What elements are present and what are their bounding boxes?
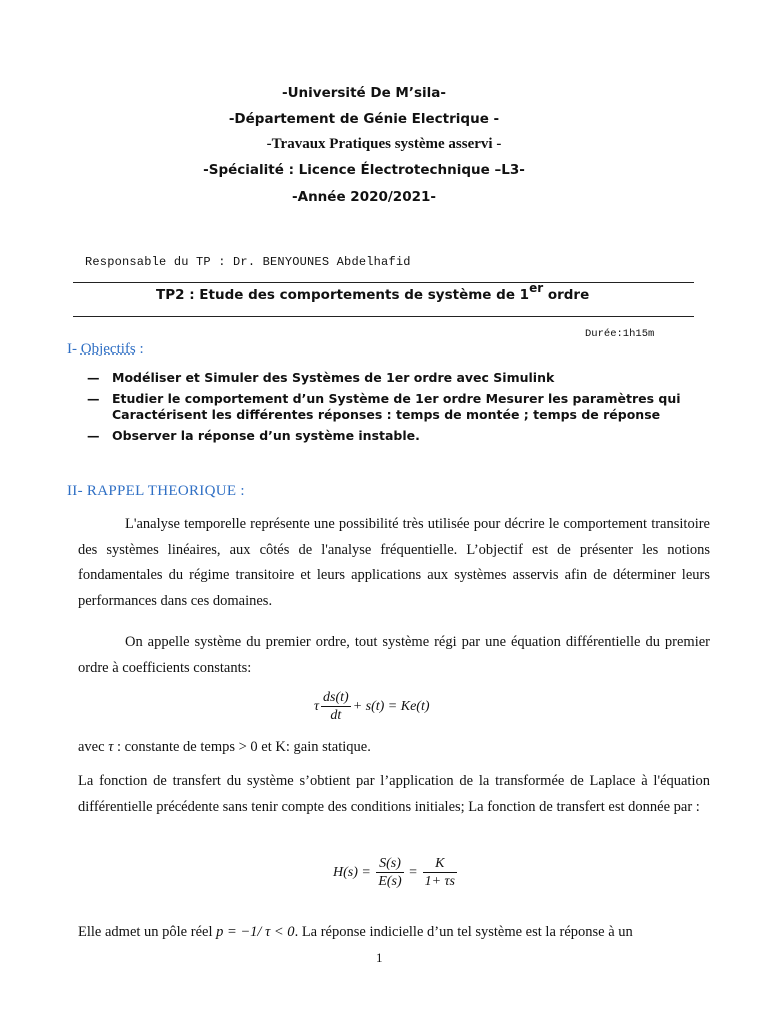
- list-item-text: Etudier le comportement d’un Système de 1er ordre Mesurer les paramètres qui Caractérisent les différentes réponses : temps de montée ; temps de réponse: [112, 390, 681, 422]
- list-item: [87, 370, 687, 387]
- paragraph-analyse: L'analyse temporelle représente une possibilité très utilisée pour décrire le comportement transitoire des systèmes linéaires, aux côtés de l'analyse fréquentielle. L’objectif est de présenter les notions fondamentales du régime transitoire et leurs applications aux systèmes asservis afin de déterminer leurs performances dans ces domaines.: [78, 516, 710, 610]
- objectifs-heading-word: Objectifs: [80, 341, 136, 357]
- list-item-text: Observer la réponse d’un système instable.: [112, 427, 420, 443]
- pole-math: p = −1/ τ < 0: [216, 924, 295, 940]
- paragraph-pole: [78, 920, 710, 946]
- avec-prefix: avec: [78, 739, 109, 755]
- list-item-text: Modéliser et Simuler des Systèmes de 1er ordre avec Simulink: [112, 370, 555, 385]
- header-specialite: -Spécialité : Licence Électrotechnique –L3-: [203, 162, 525, 178]
- eq1-fraction: [321, 690, 351, 724]
- divider-top: [73, 282, 694, 283]
- avec-suffix: : constante de temps > 0 et K: gain statique.: [113, 739, 371, 755]
- pole-suffix: . La réponse indicielle d’un tel système est la réponse à un: [294, 924, 633, 940]
- eq1-tau: τ: [314, 699, 320, 715]
- tp-title-text: TP2 : Etude des comportements de système de 1: [156, 287, 530, 303]
- eq1-rest: + s(t) = Ke(t): [352, 699, 430, 715]
- eq2-lhs: H(s) =: [333, 865, 371, 881]
- divider-bottom: [73, 316, 694, 317]
- header-tp-title: -Travaux Pratiques système asservi -: [266, 136, 502, 152]
- dash-bullet: —: [87, 390, 100, 406]
- tp-title-end: ordre: [543, 287, 590, 303]
- paragraph-avec: [78, 735, 710, 761]
- eq2-numerator-2: K: [423, 856, 457, 873]
- pole-prefix: Elle admet un pôle réel: [78, 924, 217, 940]
- eq2-fraction-1: [376, 856, 403, 890]
- header-annee: -Année 2020/2021-: [292, 189, 436, 205]
- paragraph-transfert: La fonction de transfert du système s’obtient par l’application de la transformée de Laplace à l'équation différentielle précédente sans tenir compte des conditions initiales; La fonction de transfert est donnée par :: [78, 773, 710, 815]
- tp-title: [156, 280, 590, 303]
- eq2-equals: =: [409, 865, 418, 881]
- objectifs-heading-prefix: I-: [67, 341, 81, 357]
- equation-differential: [314, 690, 430, 724]
- paragraph-definition: On appelle système du premier ordre, tout système régi par une équation différentielle du premier ordre à coefficients constants:: [78, 634, 710, 676]
- eq2-denominator-2: 1+ τs: [424, 874, 455, 889]
- eq1-numerator: ds(t): [323, 690, 349, 705]
- list-item: [87, 391, 687, 424]
- objectifs-list: [87, 370, 687, 448]
- section-rappel-heading: II- RAPPEL THEORIQUE :: [67, 483, 245, 499]
- section-objectifs-heading: [67, 341, 144, 358]
- header-university: -Université De M’sila-: [281, 85, 447, 101]
- duree-label: Durée:1h15m: [585, 328, 655, 340]
- responsable-line: Responsable du TP : Dr. BENYOUNES Abdelhafid: [85, 255, 411, 269]
- page-number: 1: [376, 950, 383, 965]
- eq2-denominator-1: E(s): [378, 874, 402, 889]
- list-item: [87, 428, 687, 445]
- equation-transfer-function: [333, 856, 459, 890]
- dash-bullet: —: [87, 427, 100, 443]
- dash-bullet: —: [87, 370, 100, 385]
- avec-tau: τ: [108, 739, 114, 755]
- objectifs-heading-suffix: :: [135, 341, 144, 357]
- eq2-numerator-1: S(s): [376, 856, 403, 873]
- eq1-denominator: dt: [330, 708, 342, 723]
- eq2-fraction-2: [423, 856, 457, 890]
- tp-title-sup: er: [529, 280, 544, 295]
- header-department: -Département de Génie Electrique -: [228, 111, 500, 127]
